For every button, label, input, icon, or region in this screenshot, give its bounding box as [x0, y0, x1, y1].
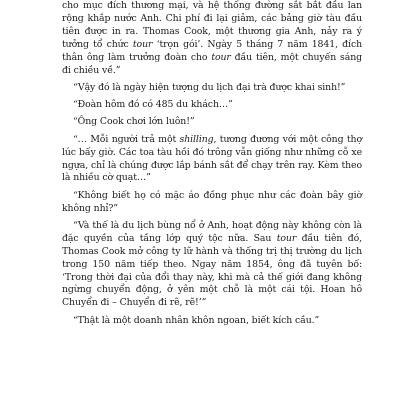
paragraph-6	[62, 190, 362, 216]
text-run: , tương đương với một công thợ lúc bấy giờ. Các toa tàu hồi đó trông vẫn giống như những cỗ xe ngựa, chỉ là chúng được lắp bánh sắt để chạy trên ray. Kèm theo là nhiều cờ quạt…”	[62, 133, 362, 184]
text-run: “Thật là một doanh nhân khôn ngoan, biết kích cầu.”	[73, 314, 320, 326]
text-run: đầu tiên đó, Thomas Cook mở công ty lữ hành và thống trị thị trường du lịch trong 150 năm tiếp theo. Ngay năm 1854, ông đã tuyên bố: ‘Trong thời đại của đổi thay này, khi mà cả thế giới đang không ngừng chuyển động, ở yên một chỗ là một cái tội. Hoan hô Chuyển đi – Chuyển đi rẽ, rẽ!’”	[62, 232, 362, 309]
text-run: ‘trọn gói’. Ngày 5 tháng 7 năm 1841, đích thân ông làm trưởng đoàn cho	[62, 38, 362, 63]
paragraph-7	[62, 220, 362, 310]
text-run: “… Mỗi người trả một	[73, 133, 180, 145]
paragraph-5	[62, 134, 362, 186]
paragraph-4	[62, 116, 362, 129]
text-run: đầu tiên, một chuyến sáng đi chiều về.”	[62, 51, 363, 76]
paragraph-1	[62, 0, 362, 77]
italic-term: tour	[276, 232, 297, 244]
italic-term: shilling	[179, 133, 214, 145]
text-run: “Vậy đó là ngày hiện tượng du lịch đại trà được khai sinh!”	[73, 81, 346, 93]
text-run: “Và thế là du lịch bùng nổ ở Anh, hoạt động này không còn là đặc quyền của tầng lớp quý tộc nữa. Sau	[62, 219, 362, 244]
text-run: “Ông Cook chơi lớn luôn!”	[73, 116, 195, 128]
text-run: cho mục đích thương mại, và hệ thống đường sắt bắt đầu lan rộng khắp nước Anh. Chi phí đi lại giảm, các bảng giờ tàu đầu tiên được in ra. Thomas Cook, một thương gia Anh, nảy ra ý tưởng tổ chức	[62, 0, 362, 50]
italic-term: tour	[211, 51, 231, 63]
italic-term: tour	[132, 38, 153, 50]
paragraph-3	[62, 99, 362, 112]
paragraph-8	[62, 315, 362, 328]
text-run: “Đoàn hôm đó có 485 du khách…”	[73, 99, 233, 111]
paragraph-2	[62, 82, 362, 95]
text-run: “Không biết họ có mặc áo đồng phục như các đoàn bây giờ không nhỉ?”	[62, 189, 362, 214]
body-text	[62, 0, 362, 332]
